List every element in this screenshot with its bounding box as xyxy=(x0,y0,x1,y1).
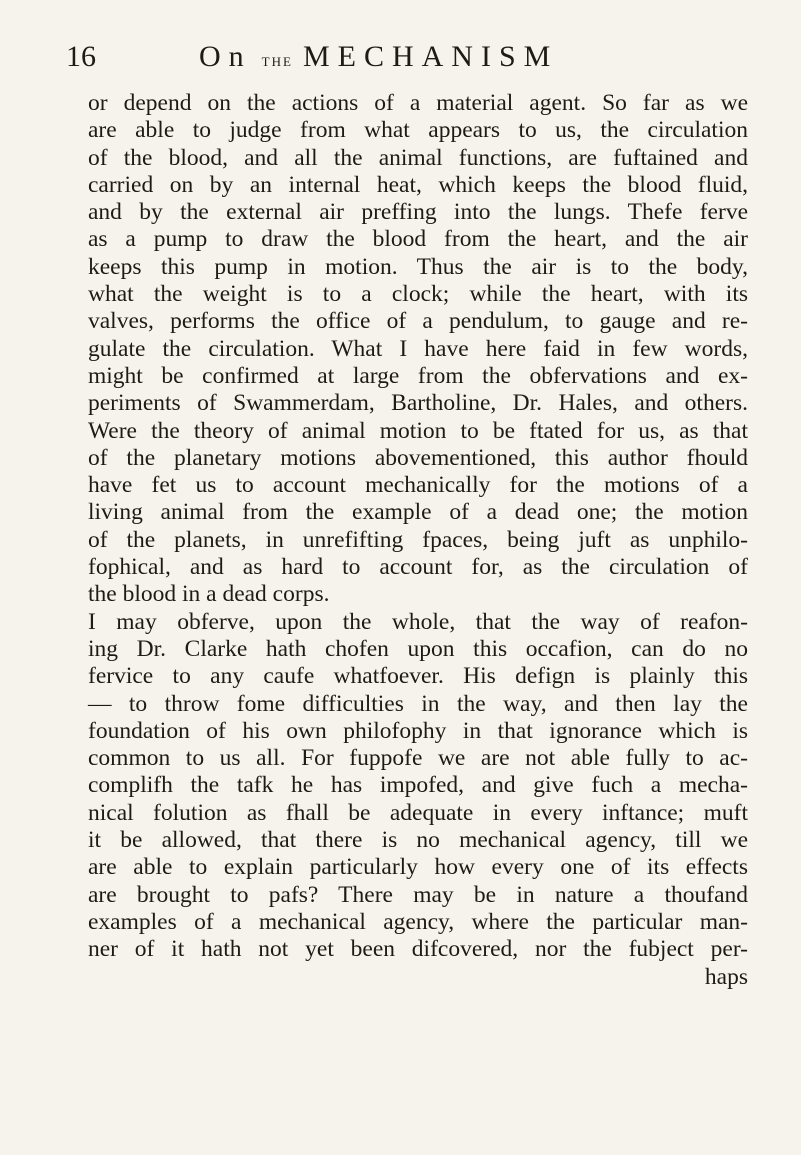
text-line: ner of it hath not yet been difcovered, nor the fubject per- xyxy=(88,936,748,963)
text-line: the blood in a dead corps. xyxy=(88,581,330,608)
text-line: complifh the tafk he has impofed, and give fuch a mecha- xyxy=(88,772,748,799)
page-header xyxy=(66,40,746,80)
text-line: of the blood, and all the animal functions, are fuftained and xyxy=(88,144,748,171)
text-line: foundation of his own philofophy in that ignorance which is xyxy=(88,717,748,744)
text-line: ing Dr. Clarke hath chofen upon this occafion, can do no xyxy=(88,635,748,662)
text-line: of the planetary motions abovementioned, this author fhould xyxy=(88,444,748,471)
text-line: are able to judge from what appears to us, the circulation xyxy=(88,117,748,144)
text-line: or depend on the actions of a material agent. So far as we xyxy=(88,90,748,116)
running-title-the: the xyxy=(261,50,293,71)
text-line: as a pump to draw the blood from the heart, and the air xyxy=(88,226,748,253)
text-line: carried on by an internal heat, which keeps the blood fluid, xyxy=(88,171,748,198)
text-line: valves, performs the office of a pendulum, to gauge and re- xyxy=(88,308,748,335)
text-line: it be allowed, that there is no mechanical agency, till we xyxy=(88,827,748,854)
text-line: are able to explain particularly how every one of its effects xyxy=(88,854,748,881)
text-line: — to throw fome difficulties in the way, and then lay the xyxy=(88,690,748,717)
text-line: of the planets, in unrefifting fpaces, being juft as unphilo- xyxy=(88,526,748,553)
text-line: examples of a mechanical agency, where the particular man- xyxy=(88,908,748,935)
catchword: haps xyxy=(704,963,748,990)
text-line: nical folution as fhall be adequate in every inftance; muft xyxy=(88,799,748,826)
text-line: fervice to any caufe whatfoever. His defign is plainly this xyxy=(88,663,748,690)
body-text xyxy=(88,90,748,991)
text-line: fophical, and as hard to account for, as the circulation of xyxy=(88,554,748,581)
running-title-mechanism: MECHANISM xyxy=(302,40,559,73)
text-line: Were the theory of animal motion to be ftated for us, as that xyxy=(88,417,748,444)
text-line: might be confirmed at large from the obfervations and ex- xyxy=(88,362,748,389)
text-line: have fet us to account mechanically for the motions of a xyxy=(88,472,748,499)
page-number: 16 xyxy=(66,40,96,73)
running-title xyxy=(199,40,558,74)
text-line: keeps this pump in motion. Thus the air is to the body, xyxy=(88,253,748,280)
text-line: what the weight is to a clock; while the heart, with its xyxy=(88,281,748,308)
text-line: living animal from the example of a dead one; the motion xyxy=(88,499,748,526)
running-title-on: On xyxy=(199,40,252,73)
text-line: are brought to pafs? There may be in nature a thoufand xyxy=(88,881,748,908)
text-line: I may obferve, upon the whole, that the way of reafon- xyxy=(88,608,748,635)
text-line: common to us all. For fuppofe we are not able fully to ac- xyxy=(88,745,748,772)
text-line: periments of Swammerdam, Bartholine, Dr. Hales, and others. xyxy=(88,390,748,417)
text-line: gulate the circulation. What I have here faid in few words, xyxy=(88,335,748,362)
text-line: and by the external air preffing into the lungs. Thefe ferve xyxy=(88,199,748,226)
